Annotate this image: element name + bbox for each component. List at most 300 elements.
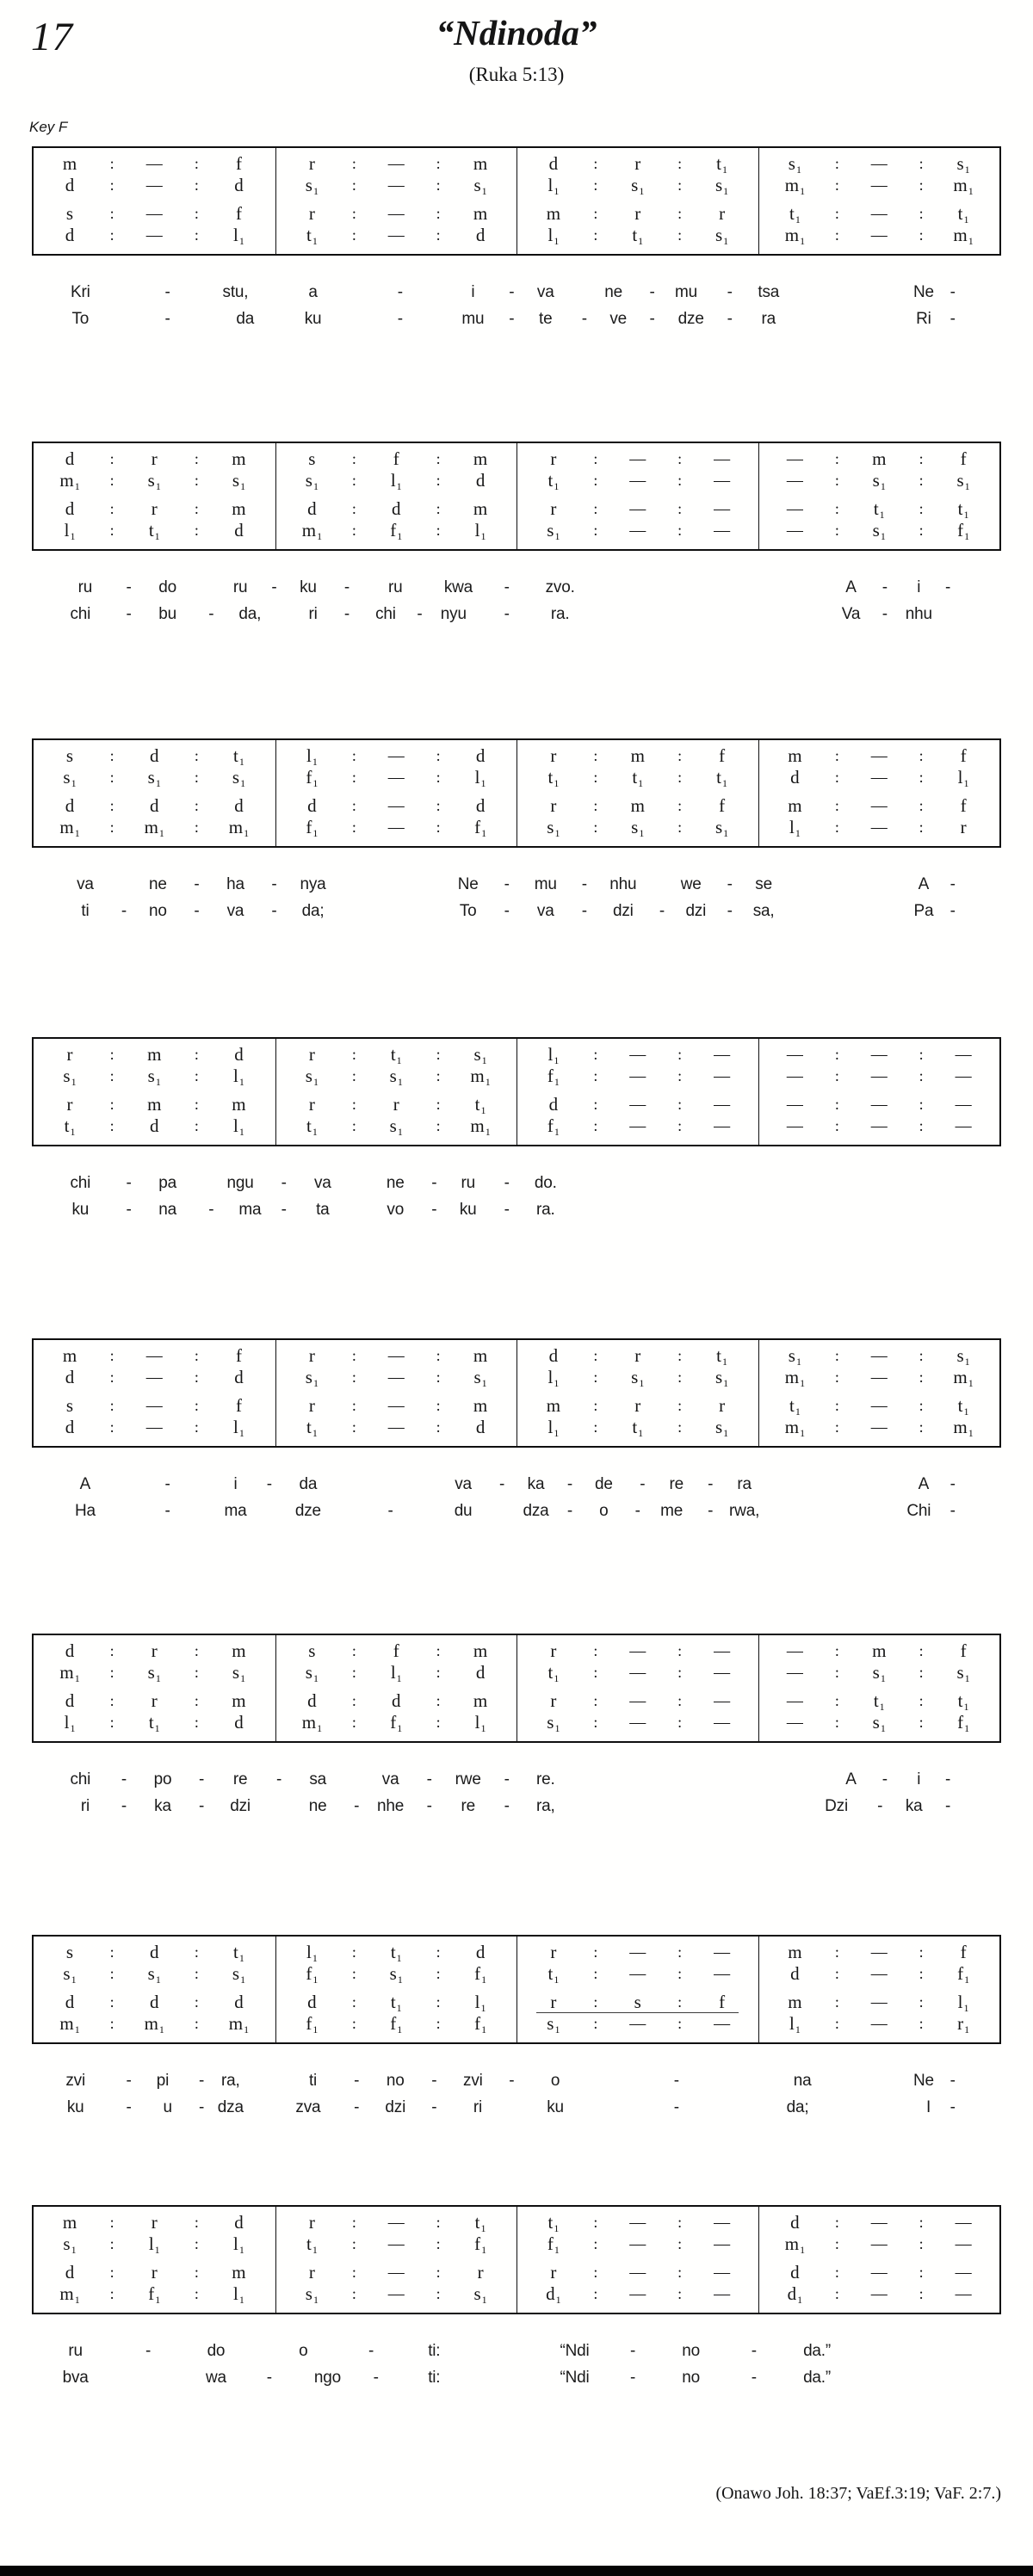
note: $s_1$ [232,767,246,789]
hold-dash: — [870,747,888,765]
beat-colon: : [351,2264,356,2281]
note: $s_1$ [305,1662,319,1684]
voice-row-alto [770,175,990,196]
note: m [473,1690,488,1711]
beat-colon: : [109,1664,114,1681]
measure-4 [758,1937,1000,2042]
note: r [308,1094,315,1115]
note: $m_1$ [301,1712,323,1734]
beat-colon: : [194,1418,199,1436]
hold-dash: — [145,155,163,173]
voice-row-soprano [287,153,507,175]
lyric-dash: - [649,283,655,301]
note: $s_1$ [232,1662,246,1684]
note: d [548,153,559,174]
note: m [232,1094,246,1115]
lyric-syllable: wa [205,2369,226,2387]
lyric-syllable: ri [80,1797,90,1815]
note: $s_1$ [305,175,319,197]
lyric-syllable: nyu [440,605,467,623]
note: $l_1$ [233,2233,244,2256]
hold-dash: — [387,176,405,195]
note: $m_1$ [953,1367,974,1389]
beat-colon: : [834,2235,839,2252]
lyric-dash: - [271,578,277,596]
lyric-syllable: ri [308,605,318,623]
note: f [393,448,399,469]
beat-colon: : [194,1067,199,1084]
measure-2 [275,1635,517,1741]
note: $l_1$ [390,470,402,492]
hold-dash: — [714,500,731,518]
note: $l_1$ [474,1992,486,2014]
lyric-syllable: Ne [912,283,934,301]
beat-colon: : [194,2015,199,2032]
lyric-line-1 [32,1475,1001,1502]
beat-colon: : [919,1117,924,1134]
hold-dash: — [629,522,646,540]
note: $l_1$ [957,1992,969,2014]
note: d [475,225,486,245]
lyric-syllable: Va [841,605,861,623]
measure-2 [275,443,517,549]
lyric-dash: - [504,578,510,596]
hold-dash: — [786,1046,803,1064]
beat-colon: : [194,1096,199,1113]
voice-row-tenor [528,795,748,817]
note: r [550,1690,557,1711]
beat-colon: : [436,1943,441,1961]
beat-colon: : [109,1692,114,1709]
note: $t_1$ [547,1963,560,1986]
lyric-syllable: dzi [685,902,707,920]
lyric-dash: - [343,578,350,596]
lyrics-block [32,578,1001,632]
hold-dash: — [714,1664,731,1682]
hold-dash: — [714,1067,731,1085]
hold-dash: — [870,1965,888,1983]
lyric-syllable: ku [71,1201,90,1219]
lyric-syllable: da; [786,2098,809,2116]
voice-row-soprano [770,1640,990,1662]
note: $s_1$ [714,225,729,247]
lyric-dash: - [509,310,515,328]
measure-4 [758,1340,1000,1446]
note: m [473,1395,488,1416]
beat-colon: : [677,522,683,539]
beat-colon: : [677,2235,683,2252]
beat-colon: : [834,450,839,467]
beat-colon: : [351,205,356,222]
lyric-dash: - [944,1770,951,1788]
beat-colon: : [677,1965,683,1982]
note: $t_1$ [789,203,801,225]
beat-colon: : [351,176,356,194]
note: $d_1$ [787,2283,803,2306]
note: $t_1$ [390,1044,402,1066]
voice-row-bass [528,225,748,246]
beat-colon: : [834,176,839,194]
voice-row-tenor [44,1094,265,1115]
lyric-dash: - [121,1770,127,1788]
beat-colon: : [919,1067,924,1084]
note: $t_1$ [789,1395,801,1418]
lyric-syllable: se [755,875,772,893]
hold-dash: — [629,500,646,518]
note: r [719,203,726,224]
lyric-dash: - [194,902,200,920]
note: r [151,448,158,469]
hold-dash: — [629,2015,646,2033]
beat-colon: : [919,1096,924,1113]
lyric-syllable: tsa [758,283,780,301]
lyric-syllable: dze [294,1502,321,1520]
note: $m_1$ [470,1115,491,1138]
hold-dash: — [714,2285,731,2303]
hold-dash: — [870,1943,888,1961]
lyric-syllable: zvi [65,2072,85,2090]
note: $s_1$ [305,2283,319,2306]
note: d [65,1640,75,1661]
voice-row-soprano [44,1942,265,1963]
beat-colon: : [109,1993,114,2011]
voice-row-bass [287,1417,507,1438]
hold-dash: — [629,1096,646,1114]
voice-row-tenor [528,203,748,225]
lyric-syllable: du [454,1502,473,1520]
hold-dash: — [714,1714,731,1732]
voice-row-alto [528,1367,748,1388]
beat-colon: : [834,2264,839,2281]
solfa-system-3 [32,738,1001,929]
note: d [234,1367,244,1387]
beat-colon: : [436,155,441,172]
voice-row-bass [770,2283,990,2305]
voice-row-tenor [770,498,990,520]
measure-2 [275,1340,517,1446]
hold-dash: — [714,472,731,490]
voice-row-tenor [528,1690,748,1712]
lyric-dash: - [426,1770,432,1788]
voice-row-tenor [287,795,507,817]
lyric-syllable: ra. [535,1201,555,1219]
measure-1 [34,2207,275,2313]
note: r [550,795,557,816]
note: d [234,175,244,195]
note: r [308,1395,315,1416]
measure-1 [34,1937,275,2042]
voice-row-soprano [770,448,990,470]
measure-4 [758,740,1000,846]
note: d [475,795,486,816]
beat-colon: : [919,472,924,489]
beat-colon: : [194,747,199,764]
lyric-syllable: ka [905,1797,923,1815]
hold-dash: — [870,205,888,223]
hold-dash: — [714,2235,731,2253]
hold-dash: — [387,1347,405,1365]
beat-colon: : [436,2015,441,2032]
note: d [307,1690,317,1711]
note: m [872,1640,887,1661]
note: d [475,1417,486,1437]
voice-row-alto [287,470,507,491]
hold-dash: — [870,1096,888,1114]
lyric-dash: - [727,902,733,920]
beat-colon: : [351,1067,356,1084]
lyric-dash: - [397,283,403,301]
note: d [790,2262,800,2283]
lyrics-block [32,1770,1001,1824]
note: $t_1$ [873,1690,885,1713]
beat-colon: : [593,1664,598,1681]
note: m [788,1942,802,1962]
beat-colon: : [834,2214,839,2231]
lyric-dash: - [673,2072,679,2090]
note: $s_1$ [305,1367,319,1389]
beat-colon: : [677,1117,683,1134]
hold-dash: — [955,1067,972,1085]
note: $s_1$ [788,1345,801,1368]
beat-colon: : [194,1993,199,2011]
beat-colon: : [919,500,924,517]
note: f [719,1992,726,2012]
hold-dash: — [786,1096,803,1114]
lyric-syllable: de [594,1475,613,1493]
note: $t_1$ [716,153,727,176]
measure-4 [758,2207,1000,2313]
voice-row-tenor [770,1094,990,1115]
lyric-dash: - [640,1475,646,1493]
beat-colon: : [834,1664,839,1681]
beat-colon: : [677,1664,683,1681]
song-title: “Ndinoda” [436,13,597,53]
lyric-syllable: ti: [428,2369,441,2387]
hold-dash: — [870,1418,888,1436]
lyric-syllable: re [669,1475,684,1493]
beat-colon: : [677,769,683,786]
voice-row-soprano [770,745,990,767]
voice-row-bass [528,520,748,541]
lyric-syllable: mu [534,875,557,893]
beat-colon: : [593,1397,598,1414]
lyric-dash: - [126,605,132,623]
beat-colon: : [109,1117,114,1134]
note: $m_1$ [228,2013,250,2035]
note: r [151,1690,158,1711]
note: d [234,1044,244,1065]
lyric-dash: - [630,2369,636,2387]
beat-colon: : [593,226,598,244]
hold-dash: — [629,1714,646,1732]
voice-row-soprano [44,2212,265,2233]
note: $s_1$ [956,1345,970,1368]
lyric-syllable: va [536,283,554,301]
beat-colon: : [593,205,598,222]
note: $m_1$ [784,1367,806,1389]
beat-colon: : [593,1117,598,1134]
note: d [234,1992,244,2012]
note: $f_1$ [148,2283,161,2306]
beat-colon: : [593,2285,598,2302]
beat-colon: : [919,522,924,539]
beat-colon: : [194,522,199,539]
beat-colon: : [194,1714,199,1731]
note: $s_1$ [714,1417,729,1439]
lyric-dash: - [708,1475,714,1493]
voice-row-bass [287,817,507,838]
voice-row-alto [528,2233,748,2255]
note: r [151,2262,158,2283]
note: $s_1$ [473,1367,487,1389]
hold-dash: — [786,1067,803,1085]
beat-colon: : [677,747,683,764]
note: $t_1$ [547,1662,560,1684]
beat-colon: : [919,1418,924,1436]
note: r [393,1094,399,1115]
measure-4 [758,1039,1000,1145]
beat-colon: : [834,522,839,539]
note: d [548,1345,559,1366]
lyric-dash: - [266,2369,272,2387]
note: $s_1$ [147,1066,161,1088]
note: m [232,2262,246,2283]
solfa-system-7 [32,1935,1001,2125]
note: $m_1$ [784,225,806,247]
beat-colon: : [109,769,114,786]
voice-row-alto [44,1066,265,1087]
lyric-syllable: dza [523,1502,549,1520]
voice-row-tenor [770,795,990,817]
note: r [550,498,557,519]
beat-colon: : [593,1714,598,1731]
hold-dash: — [387,155,405,173]
note: $s_1$ [473,175,487,197]
voice-row-bass [528,817,748,838]
note: $s_1$ [547,1712,560,1734]
note: d [65,2262,75,2283]
beat-colon: : [593,1096,598,1113]
voice-row-soprano [770,1044,990,1066]
note: $s_1$ [305,1066,319,1088]
beat-colon: : [109,2285,114,2302]
lyric-syllable: ru [77,578,93,596]
beat-colon: : [109,1714,114,1731]
lyric-dash: - [145,2342,152,2360]
lyric-dash: - [431,2098,437,2116]
measure-3 [516,148,758,254]
beat-colon: : [194,1943,199,1961]
note: $l_1$ [390,1662,402,1684]
hold-dash: — [629,1046,646,1064]
note: m [872,448,887,469]
lyric-dash: - [164,283,170,301]
note: $t_1$ [873,498,885,521]
beat-colon: : [351,1993,356,2011]
hold-dash: — [870,1368,888,1387]
lyric-syllable: rwa, [729,1502,760,1520]
lyric-syllable: ne [149,875,167,893]
note: s [308,1640,316,1661]
hold-dash: — [145,176,163,195]
beat-colon: : [593,2235,598,2252]
note: $t_1$ [957,498,969,521]
lyric-dash: - [949,283,956,301]
beat-colon: : [593,1965,598,1982]
hold-dash: — [387,2285,405,2303]
voice-row-alto [528,470,748,491]
lyric-dash: - [164,1502,170,1520]
hold-dash: — [145,1397,163,1415]
hold-dash: — [629,1642,646,1660]
lyric-syllable: ti: [428,2342,441,2360]
note: $s_1$ [714,175,729,197]
voice-row-soprano [770,1942,990,1963]
lyric-syllable: ne [308,1797,327,1815]
note: $l_1$ [64,1712,76,1734]
lyric-syllable: Kri [70,283,90,301]
solfa-system-2 [32,442,1001,632]
beat-colon: : [436,2264,441,2281]
lyrics-block [32,1174,1001,1227]
hold-dash: — [714,1046,731,1064]
beat-colon: : [593,1347,598,1364]
lyrics-block [32,2072,1001,2125]
footer-scripture-references: (Onawo Joh. 18:37; VaEf.3:19; VaF. 2:7.) [715,2484,1001,2503]
beat-colon: : [834,500,839,517]
voice-row-bass [770,225,990,246]
note: r [550,1942,557,1962]
note: $l_1$ [474,1712,486,1734]
lyric-line-2 [32,605,1001,632]
beat-colon: : [834,1692,839,1709]
lyric-syllable: ku [66,2098,84,2116]
beat-colon: : [109,1397,114,1414]
note: $s_1$ [389,1066,403,1088]
beat-colon: : [351,747,356,764]
note: d [391,498,401,519]
solfa-system-1 [32,146,1001,337]
lyric-dash: - [126,2098,132,2116]
voice-row-alto [528,1963,748,1985]
lyric-syllable: i [917,578,921,596]
voice-row-alto [770,767,990,788]
note: d [307,498,317,519]
note: m [473,498,488,519]
note: f [235,203,242,224]
lyric-dash: - [881,1770,888,1788]
lyric-dash: - [566,1502,572,1520]
note: $f_1$ [474,2233,487,2256]
voice-row-soprano [287,448,507,470]
lyric-syllable: ri [473,2098,483,2116]
voice-row-alto [528,175,748,196]
lyric-syllable: chi [375,605,396,623]
lyric-syllable: ka [527,1475,545,1493]
note: $l_1$ [547,175,560,197]
beat-colon: : [834,1096,839,1113]
note: $s_1$ [714,817,729,839]
hold-dash: — [629,2235,646,2253]
note: f [960,1942,967,1962]
lyric-dash: - [397,310,403,328]
lyric-syllable: sa, [752,902,775,920]
lyric-syllable: ru [232,578,248,596]
lyric-dash: - [271,875,277,893]
beat-colon: : [436,176,441,194]
voice-row-tenor [528,1395,748,1417]
lyric-dash: - [281,1174,287,1192]
